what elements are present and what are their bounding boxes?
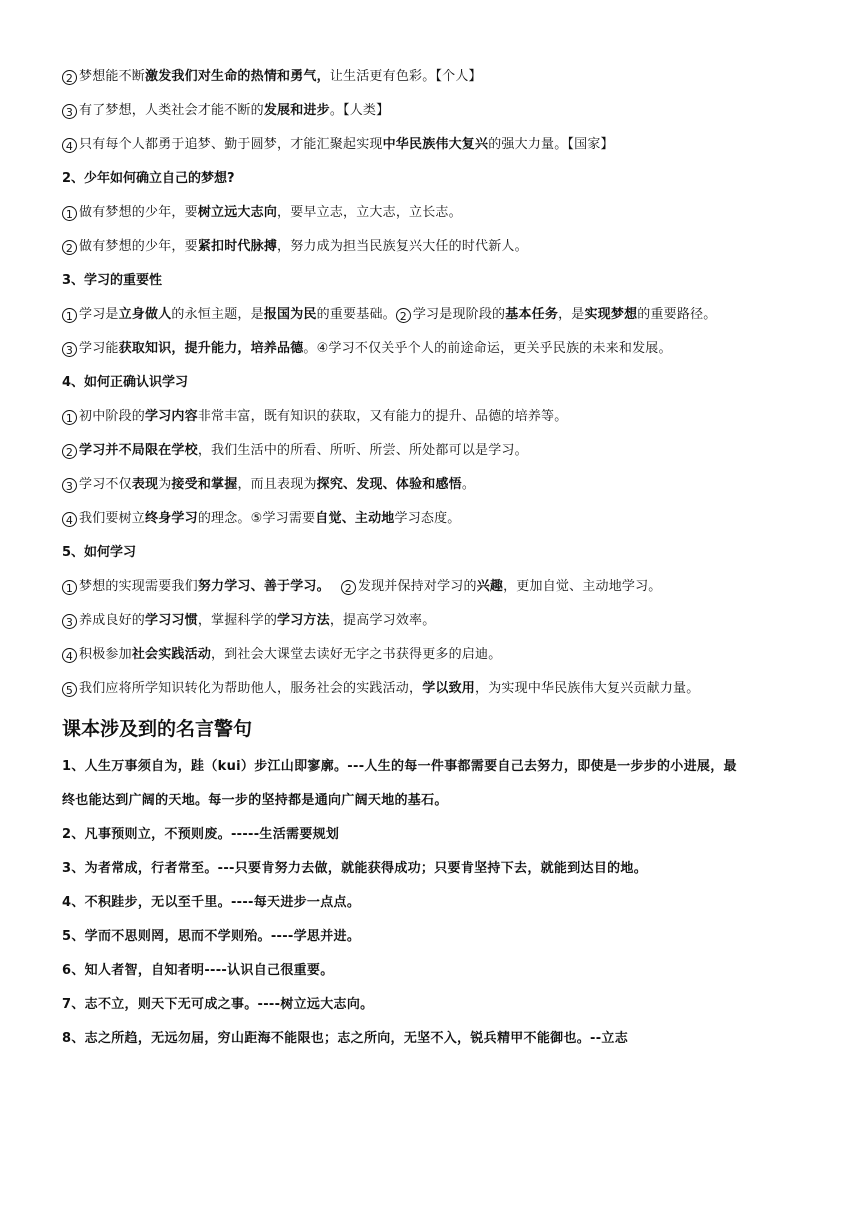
list-item — [62, 609, 830, 643]
circled-number: 2 — [396, 308, 411, 323]
circled-number: 5 — [62, 682, 77, 697]
subheading: 2、少年如何确立自己的梦想? — [62, 171, 235, 186]
text-run: 学习能 — [79, 341, 119, 356]
list-item — [62, 303, 830, 337]
quote-line: 终也能达到广阔的天地。每一步的坚持都是通向广阔天地的基石。 — [62, 793, 448, 808]
text-run: ，提高学习效率。 — [329, 613, 436, 628]
notes-body — [62, 65, 830, 711]
list-item — [62, 133, 830, 167]
subheading: 4、如何正确认识学习 — [62, 375, 189, 390]
quote-line: 2、凡事预则立，不预则废。-----生活需要规划 — [62, 827, 340, 842]
list-item — [62, 65, 830, 99]
circled-number: 3 — [62, 614, 77, 629]
subheading: 3、学习的重要性 — [62, 273, 163, 288]
list-item — [62, 473, 830, 507]
text-run: 非常丰富，既有知识的获取，又有能力的提升、品德的培养等。 — [197, 409, 568, 424]
subheading: 5、如何学习 — [62, 545, 137, 560]
quote-line: 3、为者常成，行者常至。---只要肯努力去做，就能获得成功；只要肯坚持下去，就能到达目的地。 — [62, 861, 648, 876]
text-run: 学习不仅 — [79, 477, 132, 492]
circled-number: 2 — [341, 580, 356, 595]
emphasis-text: 自觉、主动地 — [315, 511, 395, 526]
list-item — [62, 405, 830, 439]
emphasis-text: 学习方法 — [277, 613, 330, 628]
text-run: 积极参加 — [79, 647, 132, 662]
text-run: ，到社会大课堂去读好无字之书获得更多的启迪。 — [211, 647, 502, 662]
text-run: 学习是现阶段的 — [412, 307, 506, 322]
circled-number: 4 — [62, 648, 77, 663]
emphasis-text: 兴趣 — [476, 579, 504, 594]
text-run: 梦想能不断 — [79, 69, 146, 84]
circled-number: 1 — [62, 308, 77, 323]
text-run: 初中阶段的 — [79, 409, 146, 424]
emphasis-text: 探究、发现、体验和感悟 — [316, 477, 462, 492]
circled-number: 2 — [62, 70, 77, 85]
emphasis-text: 社会实践活动 — [131, 647, 212, 662]
text-run: 学习态度。 — [394, 511, 461, 526]
list-item — [62, 439, 830, 473]
emphasis-text: 基本任务 — [505, 307, 559, 322]
emphasis-text: 学以致用 — [422, 681, 476, 696]
text-run: 的理念。⑤学习需要 — [197, 511, 316, 526]
quote-line: 8、志之所趋，无远勿届，穷山距海不能限也；志之所向，无坚不入，锐兵精甲不能御也。--立志 — [62, 1031, 629, 1046]
text-run: 我们要树立 — [79, 511, 146, 526]
quote-line: 5、学而不思则罔，思而不学则殆。----学思并进。 — [62, 929, 361, 944]
text-run: 的强大力量。【国家】 — [488, 137, 614, 152]
emphasis-text: 学习内容 — [145, 409, 198, 424]
text-run — [323, 579, 341, 594]
emphasis-text: 中华民族伟大复兴 — [382, 137, 489, 152]
text-run: 的永恒主题，是 — [171, 307, 264, 322]
emphasis-text: 学习并不局限在学校 — [79, 443, 198, 458]
text-run: 的重要基础。 — [316, 307, 396, 322]
text-run: 梦想的实现需要我们 — [79, 579, 198, 594]
list-item — [62, 575, 830, 609]
circled-number: 1 — [62, 410, 77, 425]
text-run: 做有梦想的少年，要 — [79, 205, 198, 220]
list-item — [62, 507, 830, 541]
text-run: 。【人类】 — [329, 103, 390, 118]
emphasis-text: 发展和进步 — [263, 103, 330, 118]
section-title: 课本涉及到的名言警句 — [62, 718, 253, 740]
list-item — [62, 201, 830, 235]
text-run: 。 — [461, 477, 476, 492]
text-run: ，要早立志，立大志，立长志。 — [277, 205, 462, 220]
text-run: 只有每个人都勇于追梦、勤于圆梦，才能汇聚起实现 — [79, 137, 383, 152]
quote-line: 6、知人者智，自知者明----认识自己很重要。 — [62, 963, 334, 978]
emphasis-text: 立身做人 — [118, 307, 172, 322]
emphasis-text: 报国为民 — [263, 307, 317, 322]
list-item — [62, 235, 830, 269]
text-run: 有了梦想，人类社会才能不断的 — [79, 103, 264, 118]
emphasis-text: 获取知识，提升能力，培养品德 — [118, 341, 304, 356]
text-run: ，更加自觉、主动地学习。 — [503, 579, 662, 594]
text-run: 的重要路径。 — [637, 307, 717, 322]
text-run: ，而且表现为 — [237, 477, 317, 492]
list-item — [62, 337, 830, 371]
text-run: 我们应将所学知识转化为帮助他人，服务社会的实践活动， — [79, 681, 423, 696]
list-item — [62, 99, 830, 133]
emphasis-text: 激发我们对生命的热情和勇气， — [145, 69, 330, 84]
quotes-list — [62, 755, 830, 1061]
text-run: 做有梦想的少年，要 — [79, 239, 198, 254]
quote-line: 1、人生万事须自为，跬（kui）步江山即寥廓。---人生的每一件事都需要自己去努力，即使是一步步的小进展，最 — [62, 759, 737, 774]
circled-number: 2 — [62, 444, 77, 459]
quote-line: 4、不积跬步，无以至千里。----每天进步一点点。 — [62, 895, 361, 910]
list-item — [62, 677, 830, 711]
quote-line: 7、志不立，则天下无可成之事。----树立远大志向。 — [62, 997, 374, 1012]
text-run: 发现并保持对学习的 — [357, 579, 477, 594]
emphasis-text: 终身学习 — [145, 511, 198, 526]
text-run: ，是 — [558, 307, 585, 322]
circled-number: 1 — [62, 206, 77, 221]
circled-number: 3 — [62, 478, 77, 493]
circled-number: 2 — [62, 240, 77, 255]
emphasis-text: 接受和掌握 — [171, 477, 238, 492]
emphasis-text: 表现 — [131, 477, 159, 492]
text-run: 让生活更有色彩。【个人】 — [329, 69, 482, 84]
list-item — [62, 643, 830, 677]
circled-number: 4 — [62, 512, 77, 527]
text-run: ，为实现中华民族伟大复兴贡献力量。 — [475, 681, 700, 696]
text-run: ，掌握科学的 — [197, 613, 278, 628]
emphasis-text: 紧扣时代脉搏 — [197, 239, 278, 254]
emphasis-text: 实现梦想 — [584, 307, 638, 322]
emphasis-text: 学习习惯 — [145, 613, 198, 628]
circled-number: 4 — [62, 138, 77, 153]
text-run: 。④学习不仅关乎个人的前途命运，更关乎民族的未来和发展。 — [303, 341, 672, 356]
circled-number: 3 — [62, 342, 77, 357]
text-run: 为 — [158, 477, 172, 492]
circled-number: 3 — [62, 104, 77, 119]
text-run: ，我们生活中的所看、所听、所尝、所处都可以是学习。 — [197, 443, 528, 458]
circled-number: 1 — [62, 580, 77, 595]
text-run: 养成良好的 — [79, 613, 146, 628]
emphasis-text: 树立远大志向 — [197, 205, 278, 220]
text-run: 学习是 — [79, 307, 119, 322]
text-run: ，努力成为担当民族复兴大任的时代新人。 — [277, 239, 528, 254]
emphasis-text: 努力学习、善于学习。 — [197, 579, 324, 594]
